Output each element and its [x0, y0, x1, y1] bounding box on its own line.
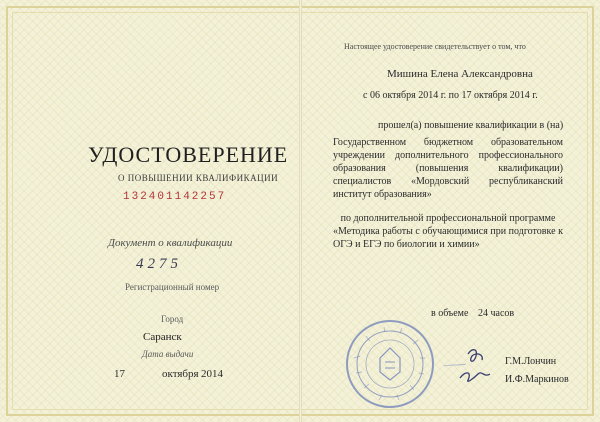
serial-number: 132401142257 — [123, 191, 227, 203]
page-fold — [299, 0, 302, 422]
witness-text: Настоящее удостоверение свидетельствует о том, что — [344, 42, 526, 51]
issue-date-month: октября — [162, 368, 199, 380]
passed-training-text: прошел(а) повышение квалификации в (на) — [378, 120, 564, 131]
certificate-title: УДОСТОВЕРЕНИЕ — [88, 142, 289, 167]
program-name: «Методика работы с обучающимися при подготовке к ОГЭ и ЕГЭ по биологии и химии» — [333, 226, 563, 250]
city-value: Саранск — [143, 331, 182, 343]
person-name: Мишина Елена Александровна — [387, 68, 533, 80]
signatory-2: И.Ф.Маркинов — [505, 374, 569, 385]
issue-date-day: 17 — [114, 368, 125, 380]
training-period: с 06 октября 2014 г. по 17 октября 2014 г. — [363, 90, 538, 101]
hours-value: 24 часов — [478, 308, 515, 319]
issue-date-label: Дата выдачи — [142, 349, 194, 359]
volume-label: в объеме — [431, 308, 469, 319]
document-label: Документ о квалификации — [108, 237, 233, 249]
program-intro: по дополнительной профессиональной программе — [340, 213, 556, 224]
signatory-1: Г.М.Лончин — [505, 356, 557, 367]
registration-label: Регистрационный номер — [125, 282, 220, 292]
city-label: Город — [161, 314, 184, 324]
institution-name: Государственном бюджетном образовательном учреждении дополнительного профессионального образования (повышения квалификации) специалистов «Мордовский республиканский институт образования» — [333, 137, 563, 200]
certificate-subtitle: О ПОВЫШЕНИИ КВАЛИФИКАЦИИ — [118, 173, 279, 183]
registration-number: 4275 — [136, 256, 182, 272]
issue-date-year: 2014 — [201, 368, 223, 380]
official-seal-icon — [344, 318, 436, 410]
program-block — [333, 212, 563, 251]
signature-scribbles-icon — [438, 344, 508, 390]
